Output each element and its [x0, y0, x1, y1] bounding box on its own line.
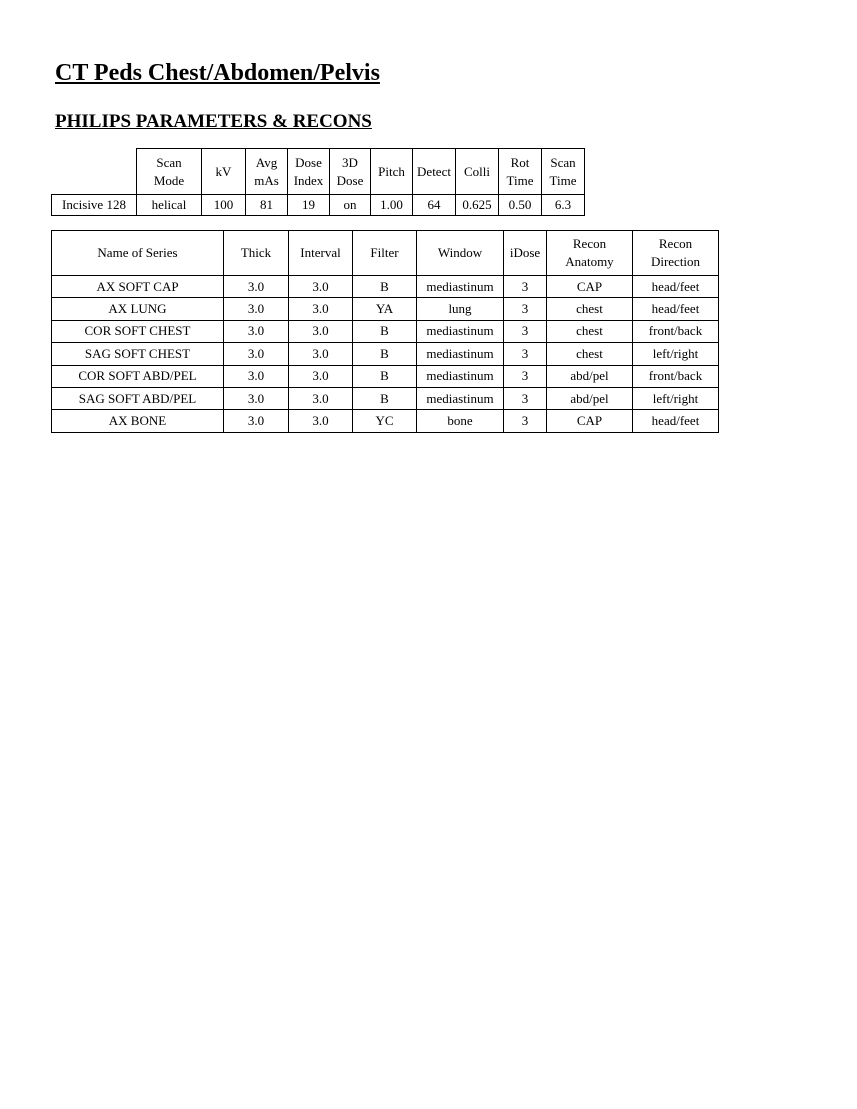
param-header-cell: Rot Time	[499, 149, 542, 195]
param-cell: helical	[137, 195, 202, 216]
recons-cell: YC	[353, 410, 417, 432]
recons-cell: SAG SOFT CHEST	[52, 343, 224, 365]
param-header-cell: Detect	[413, 149, 456, 195]
recons-cell: head/feet	[633, 410, 719, 432]
param-header-cell: 3D Dose	[330, 149, 371, 195]
param-cell: 0.625	[456, 195, 499, 216]
recons-cell: chest	[547, 343, 633, 365]
table-row	[52, 365, 719, 387]
recons-header-cell: Window	[417, 231, 504, 276]
param-cell: 81	[246, 195, 288, 216]
table-row	[52, 343, 719, 365]
recons-cell: 3.0	[289, 276, 353, 298]
recons-cell: mediastinum	[417, 343, 504, 365]
recons-cell: abd/pel	[547, 365, 633, 387]
recons-cell: 3.0	[224, 410, 289, 432]
recons-cell: AX BONE	[52, 410, 224, 432]
recons-cell: 3.0	[289, 387, 353, 409]
param-header-cell: Scan Time	[542, 149, 585, 195]
recons-cell: 3	[504, 365, 547, 387]
recons-cell: 3	[504, 320, 547, 342]
param-cell: 1.00	[371, 195, 413, 216]
param-header-cell: Pitch	[371, 149, 413, 195]
recons-cell: B	[353, 387, 417, 409]
param-cell: 19	[288, 195, 330, 216]
recons-cell: lung	[417, 298, 504, 320]
recons-cell: YA	[353, 298, 417, 320]
recons-cell: 3	[504, 410, 547, 432]
recons-cell: 3	[504, 343, 547, 365]
recons-cell: 3.0	[289, 365, 353, 387]
recons-cell: B	[353, 343, 417, 365]
recons-cell: B	[353, 365, 417, 387]
table-row	[52, 298, 719, 320]
table-row	[52, 320, 719, 342]
recons-cell: 3.0	[289, 320, 353, 342]
table-row	[52, 276, 719, 298]
param-cell: 100	[202, 195, 246, 216]
recons-header-cell: Recon Anatomy	[547, 231, 633, 276]
recons-cell: left/right	[633, 387, 719, 409]
table-row	[52, 387, 719, 409]
recons-cell: 3.0	[224, 298, 289, 320]
recons-cell: B	[353, 320, 417, 342]
recons-header-cell: Filter	[353, 231, 417, 276]
recons-cell: AX LUNG	[52, 298, 224, 320]
scan-parameters-table	[51, 148, 585, 216]
param-header-cell: Scan Mode	[137, 149, 202, 195]
param-header-cell: Colli	[456, 149, 499, 195]
recons-cell: 3.0	[224, 387, 289, 409]
param-header-cell: Avg mAs	[246, 149, 288, 195]
recons-header-cell: Recon Direction	[633, 231, 719, 276]
recons-cell: mediastinum	[417, 276, 504, 298]
recons-table	[51, 230, 719, 433]
section-subtitle: PHILIPS PARAMETERS & RECONS	[55, 111, 372, 132]
recons-cell: front/back	[633, 320, 719, 342]
recons-cell: 3	[504, 387, 547, 409]
recons-cell: 3.0	[289, 298, 353, 320]
recons-cell: 3.0	[224, 320, 289, 342]
param-row	[52, 195, 585, 216]
recons-header-cell: Interval	[289, 231, 353, 276]
recons-cell: head/feet	[633, 298, 719, 320]
recons-cell: 3.0	[289, 410, 353, 432]
param-header-cell: kV	[202, 149, 246, 195]
recons-cell: chest	[547, 298, 633, 320]
recons-cell: COR SOFT ABD/PEL	[52, 365, 224, 387]
param-cell: on	[330, 195, 371, 216]
page-title: CT Peds Chest/Abdomen/Pelvis	[55, 60, 380, 86]
recons-header-cell: iDose	[504, 231, 547, 276]
recons-cell: mediastinum	[417, 320, 504, 342]
recons-cell: CAP	[547, 410, 633, 432]
recons-cell: B	[353, 276, 417, 298]
param-cell: 0.50	[499, 195, 542, 216]
recons-cell: head/feet	[633, 276, 719, 298]
recons-header-cell: Name of Series	[52, 231, 224, 276]
param-header-row	[52, 149, 585, 195]
recons-cell: COR SOFT CHEST	[52, 320, 224, 342]
recons-cell: 3.0	[224, 343, 289, 365]
table-row	[52, 410, 719, 432]
recons-cell: 3	[504, 276, 547, 298]
recons-cell: bone	[417, 410, 504, 432]
recons-cell: front/back	[633, 365, 719, 387]
param-cell: Incisive 128	[52, 195, 137, 216]
param-header-blank	[52, 149, 137, 195]
recons-cell: 3.0	[289, 343, 353, 365]
recons-cell: abd/pel	[547, 387, 633, 409]
recons-header-cell: Thick	[224, 231, 289, 276]
recons-cell: 3.0	[224, 365, 289, 387]
param-cell: 6.3	[542, 195, 585, 216]
recons-cell: 3	[504, 298, 547, 320]
recons-cell: mediastinum	[417, 387, 504, 409]
param-cell: 64	[413, 195, 456, 216]
recons-header-row	[52, 231, 719, 276]
recons-cell: mediastinum	[417, 365, 504, 387]
recons-cell: 3.0	[224, 276, 289, 298]
recons-cell: left/right	[633, 343, 719, 365]
recons-cell: CAP	[547, 276, 633, 298]
recons-cell: AX SOFT CAP	[52, 276, 224, 298]
recons-cell: SAG SOFT ABD/PEL	[52, 387, 224, 409]
recons-cell: chest	[547, 320, 633, 342]
param-header-cell: Dose Index	[288, 149, 330, 195]
